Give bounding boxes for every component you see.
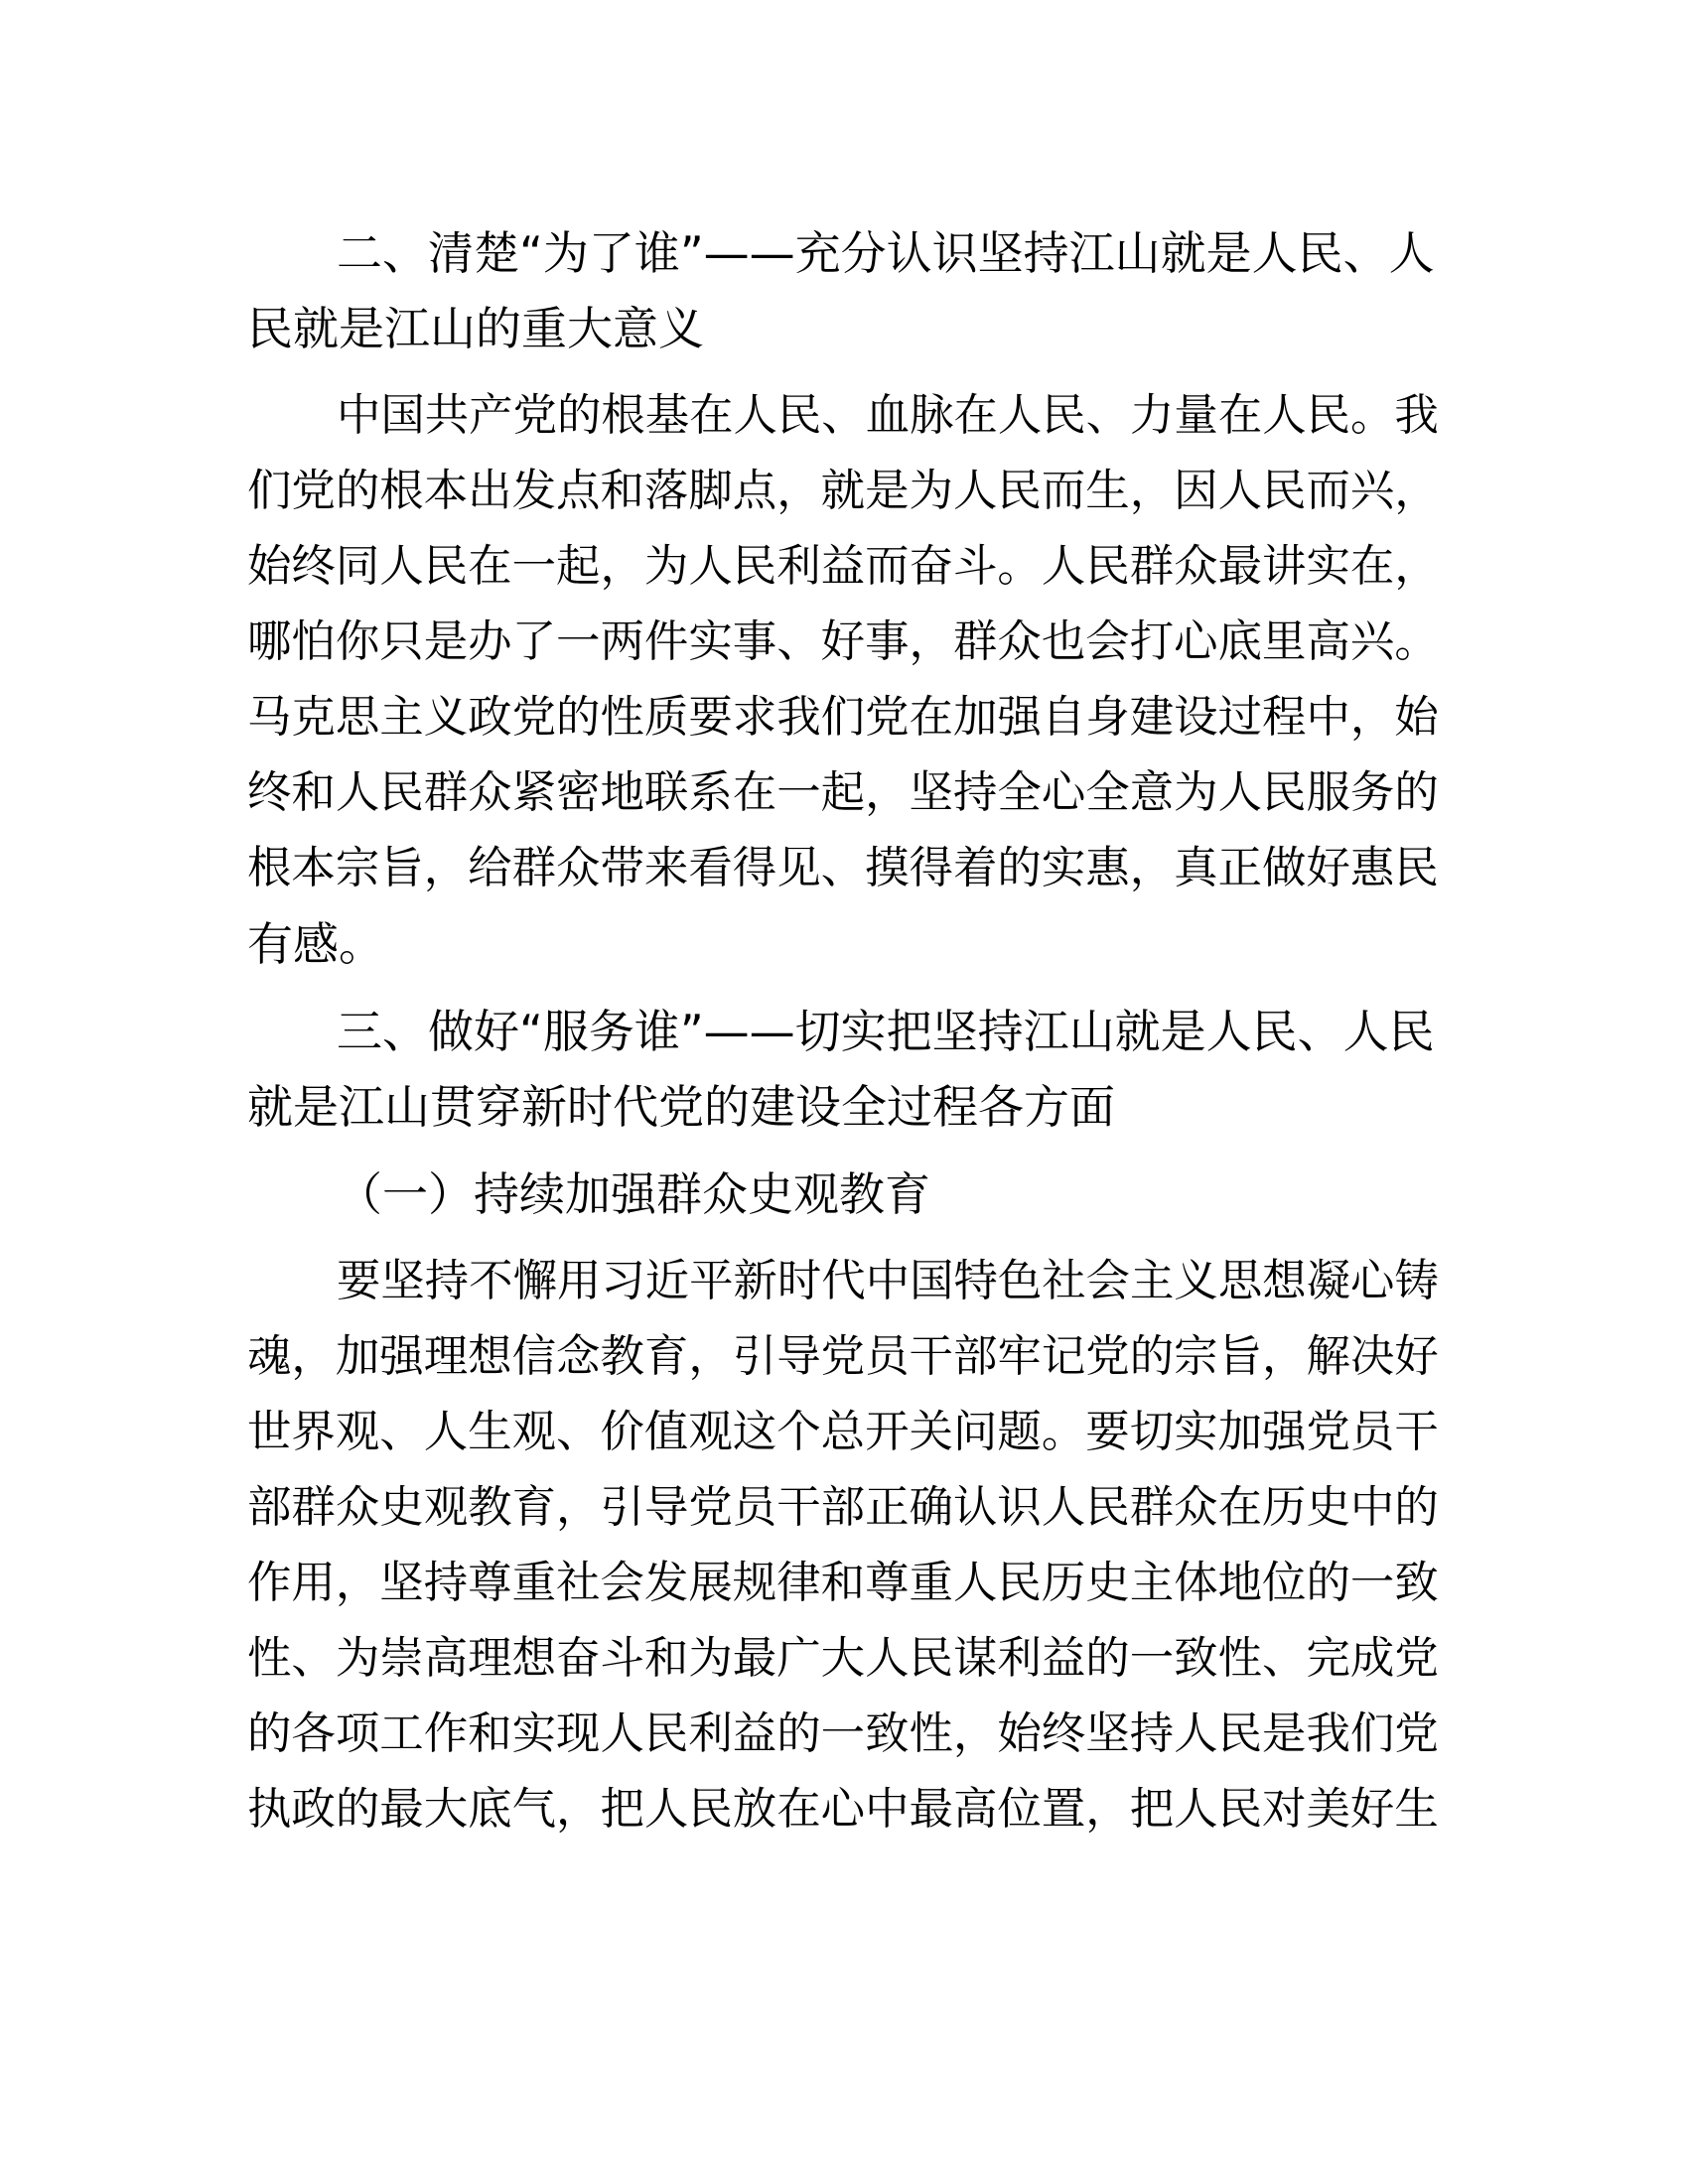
subsection1-paragraph-line-6: 性、为崇高理想奋斗和为最广大人民谋利益的一致性、完成党 — [247, 1633, 1439, 1684]
section2-heading-line-1: 二、清楚“为了谁”——充分认识坚持江山就是人民、人 — [337, 226, 1435, 280]
subsection1-paragraph-line-8: 执政的最大底气，把人民放在心中最高位置，把人民对美好生 — [247, 1784, 1439, 1835]
section2-heading-line-2: 民就是江山的重大意义 — [247, 302, 704, 355]
section3-heading-line-1: 三、做好“服务谁”——切实把坚持江山就是人民、人民 — [337, 1005, 1435, 1058]
subsection1-heading: （一）持续加强群众史观教育 — [337, 1167, 930, 1221]
section2-paragraph-line-3: 始终同人民在一起，为人民利益而奋斗。人民群众最讲实在， — [247, 541, 1439, 592]
section3-heading-line-2: 就是江山贯穿新时代党的建设全过程各方面 — [247, 1080, 1115, 1134]
section2-paragraph-line-7: 根本宗旨，给群众带来看得见、摸得着的实惠，真正做好惠民 — [247, 843, 1439, 893]
section2-paragraph-line-8: 有感。 — [247, 917, 384, 971]
section2-paragraph-line-2: 们党的根本出发点和落脚点，就是为人民而生，因人民而兴， — [247, 466, 1439, 516]
section2-paragraph-line-5: 马克思主义政党的性质要求我们党在加强自身建设过程中，始 — [247, 692, 1439, 743]
section2-paragraph-line-4: 哪怕你只是办了一两件实事、好事，群众也会打心底里高兴。 — [247, 616, 1439, 667]
subsection1-paragraph-line-1: 要坚持不懈用习近平新时代中国特色社会主义思想凝心铸 — [337, 1256, 1439, 1306]
section2-paragraph-line-1: 中国共产党的根基在人民、血脉在人民、力量在人民。我 — [337, 390, 1439, 441]
subsection1-paragraph-line-5: 作用，坚持尊重社会发展规律和尊重人民历史主体地位的一致 — [247, 1558, 1439, 1608]
subsection1-paragraph-line-4: 部群众史观教育，引导党员干部正确认识人民群众在历史中的 — [247, 1482, 1439, 1533]
subsection1-paragraph-line-2: 魂，加强理想信念教育，引导党员干部牢记党的宗旨，解决好 — [247, 1331, 1439, 1382]
subsection1-paragraph-line-7: 的各项工作和实现人民利益的一致性，始终坚持人民是我们党 — [247, 1708, 1439, 1759]
subsection1-paragraph-line-3: 世界观、人生观、价值观这个总开关问题。要切实加强党员干 — [247, 1407, 1439, 1457]
section2-paragraph-line-6: 终和人民群众紧密地联系在一起，坚持全心全意为人民服务的 — [247, 767, 1439, 818]
